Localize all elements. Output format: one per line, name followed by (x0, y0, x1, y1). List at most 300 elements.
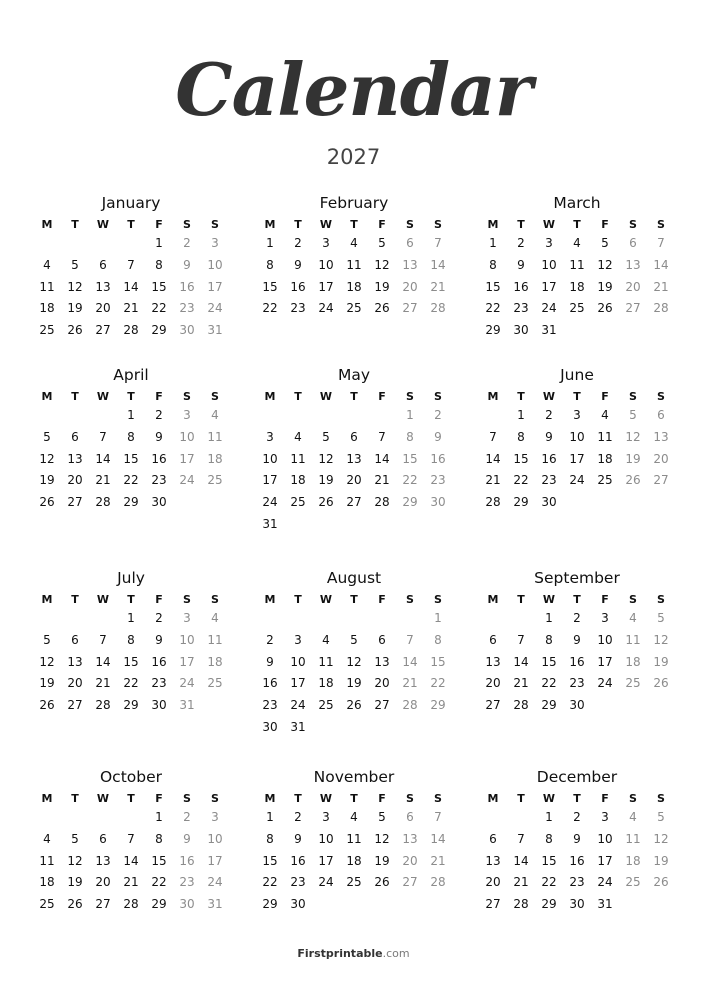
month-name: November (313, 768, 395, 786)
day-cell: 6 (489, 632, 497, 647)
weekday-label: T (350, 792, 358, 805)
day-cell: 17 (597, 853, 613, 868)
day-cell: 3 (183, 408, 191, 422)
weekday-label: W (542, 390, 556, 403)
day-cell: 2 (434, 408, 442, 422)
day-cell: 18 (207, 451, 223, 466)
day-cell: 24 (541, 301, 557, 316)
day-cell: 3 (601, 611, 609, 625)
day-cell: 25 (290, 495, 306, 510)
weekday-label: S (629, 390, 637, 403)
day-cell: 6 (406, 236, 414, 250)
day-cell: 24 (569, 473, 585, 488)
day-cell: 27 (67, 698, 83, 713)
day-cell: 7 (99, 632, 107, 647)
day-cell: 13 (67, 654, 83, 669)
day-cell: 8 (127, 632, 135, 647)
day-cell: 19 (374, 853, 390, 868)
day-cell: 4 (294, 429, 302, 444)
day-cell: 1 (266, 236, 274, 250)
day-cell: 20 (95, 875, 111, 890)
day-cell: 15 (541, 853, 557, 868)
day-cell: 15 (513, 451, 529, 466)
day-cell: 15 (262, 279, 278, 294)
day-cell: 13 (485, 853, 501, 868)
day-cell: 24 (318, 875, 334, 890)
day-cell: 1 (517, 408, 525, 422)
day-cell: 3 (322, 236, 330, 250)
day-cell: 24 (597, 875, 613, 890)
day-cell: 23 (430, 473, 446, 488)
month-name: June (560, 366, 594, 384)
day-cell: 15 (262, 853, 278, 868)
day-cell: 11 (207, 632, 223, 647)
weekday-label: S (406, 593, 414, 606)
day-cell: 16 (541, 451, 557, 466)
day-cell: 6 (71, 429, 79, 444)
weekday-label: T (127, 593, 135, 606)
day-cell: 29 (485, 323, 501, 338)
day-cell: 2 (294, 236, 302, 250)
day-cell: 14 (123, 279, 139, 294)
day-cell: 22 (485, 301, 501, 316)
day-cell: 5 (71, 831, 79, 846)
day-cell: 13 (346, 451, 362, 466)
day-cell: 13 (95, 279, 111, 294)
day-cell: 31 (597, 897, 613, 912)
weekday-label: T (517, 218, 525, 231)
day-cell: 13 (625, 257, 641, 272)
day-cell: 30 (179, 323, 195, 338)
day-cell: 2 (294, 810, 302, 824)
weekday-label: F (378, 792, 386, 805)
day-cell: 10 (179, 632, 195, 647)
weekday-label: T (573, 792, 581, 805)
weekday-label: M (41, 390, 53, 403)
day-cell: 15 (151, 853, 167, 868)
day-cell: 1 (266, 810, 274, 824)
day-cell: 25 (318, 698, 334, 713)
day-cell: 14 (485, 451, 501, 466)
day-cell: 23 (179, 875, 195, 890)
weekday-label: T (350, 390, 358, 403)
day-cell: 18 (346, 279, 362, 294)
day-cell: 31 (179, 698, 195, 713)
day-cell: 10 (179, 429, 195, 444)
weekday-label: S (629, 792, 637, 805)
day-cell: 7 (378, 429, 386, 444)
day-cell: 19 (653, 654, 669, 669)
day-cell: 12 (67, 279, 83, 294)
day-cell: 7 (127, 831, 135, 846)
day-cell: 22 (402, 473, 418, 488)
day-cell: 28 (430, 875, 446, 890)
day-cell: 29 (262, 897, 278, 912)
day-cell: 19 (625, 451, 641, 466)
day-cell: 2 (545, 408, 553, 422)
day-cell: 17 (318, 279, 334, 294)
day-cell: 5 (322, 429, 330, 444)
day-cell: 19 (318, 473, 334, 488)
day-cell: 17 (207, 853, 223, 868)
day-cell: 9 (434, 429, 442, 444)
day-cell: 13 (402, 257, 418, 272)
day-cell: 19 (653, 853, 669, 868)
day-cell: 7 (406, 632, 414, 647)
weekday-label: T (573, 218, 581, 231)
day-cell: 12 (318, 451, 334, 466)
day-cell: 22 (262, 301, 278, 316)
day-cell: 1 (434, 611, 442, 625)
day-cell: 1 (489, 236, 497, 250)
footer-brand-name: Firstprintable (297, 947, 383, 960)
day-cell: 28 (374, 495, 390, 510)
day-cell: 9 (294, 257, 302, 272)
day-cell: 7 (99, 429, 107, 444)
day-cell: 17 (179, 654, 195, 669)
day-cell: 14 (402, 654, 418, 669)
day-cell: 26 (39, 698, 55, 713)
day-cell: 23 (151, 473, 167, 488)
day-cell: 30 (151, 495, 167, 510)
day-cell: 4 (629, 611, 637, 625)
calendar-year: 2027 (326, 145, 381, 169)
weekday-label: W (319, 792, 333, 805)
weekday-label: T (127, 792, 135, 805)
day-cell: 24 (318, 301, 334, 316)
day-cell: 24 (179, 473, 195, 488)
day-cell: 11 (625, 831, 641, 846)
day-cell: 7 (517, 831, 525, 846)
month-june (479, 365, 675, 535)
day-cell: 20 (402, 853, 418, 868)
day-cell: 8 (155, 831, 163, 846)
day-cell: 3 (601, 810, 609, 824)
day-cell: 8 (434, 632, 442, 647)
day-cell: 17 (262, 473, 278, 488)
day-cell: 2 (155, 611, 163, 625)
day-cell: 24 (179, 676, 195, 691)
calendar-title: Calendar (175, 47, 532, 132)
day-cell: 10 (207, 831, 223, 846)
day-cell: 10 (207, 257, 223, 272)
weekday-label: S (657, 792, 665, 805)
month-name: January (101, 194, 161, 212)
weekday-label: F (601, 792, 609, 805)
day-cell: 30 (569, 897, 585, 912)
weekday-label: S (657, 218, 665, 231)
month-name: February (319, 194, 389, 212)
day-cell: 16 (430, 451, 446, 466)
day-cell: 21 (374, 473, 390, 488)
day-cell: 17 (207, 279, 223, 294)
day-cell: 28 (513, 698, 529, 713)
day-cell: 14 (430, 257, 446, 272)
day-cell: 25 (207, 473, 223, 488)
day-cell: 4 (43, 257, 51, 272)
day-cell: 13 (374, 654, 390, 669)
day-cell: 24 (262, 495, 278, 510)
day-cell: 23 (290, 301, 306, 316)
day-cell: 27 (653, 473, 669, 488)
weekday-label: W (542, 792, 556, 805)
day-cell: 11 (290, 451, 306, 466)
day-cell: 15 (402, 451, 418, 466)
day-cell: 25 (39, 897, 55, 912)
weekday-label: T (127, 390, 135, 403)
day-cell: 24 (207, 875, 223, 890)
day-cell: 5 (378, 810, 386, 824)
day-cell: 31 (290, 720, 306, 734)
day-cell: 13 (653, 429, 669, 444)
day-cell: 3 (266, 429, 274, 444)
day-cell: 30 (151, 698, 167, 713)
weekday-label: S (183, 792, 191, 805)
day-cell: 30 (569, 698, 585, 713)
day-cell: 28 (95, 698, 111, 713)
weekday-label: T (294, 218, 302, 231)
day-cell: 11 (318, 654, 334, 669)
day-cell: 29 (151, 897, 167, 912)
day-cell: 17 (569, 451, 585, 466)
day-cell: 10 (290, 654, 306, 669)
day-cell: 9 (573, 632, 581, 647)
month-may (256, 365, 452, 535)
weekday-label: T (517, 390, 525, 403)
weekday-label: M (487, 390, 499, 403)
month-name: September (534, 569, 620, 587)
month-name: October (99, 768, 163, 786)
day-cell: 31 (262, 517, 278, 531)
day-cell: 13 (402, 831, 418, 846)
weekday-label: W (542, 218, 556, 231)
day-cell: 26 (625, 473, 641, 488)
day-cell: 12 (374, 831, 390, 846)
weekday-label: T (350, 218, 358, 231)
day-cell: 7 (434, 236, 442, 250)
day-cell: 26 (653, 875, 669, 890)
day-cell: 20 (67, 473, 83, 488)
weekday-label: S (406, 218, 414, 231)
day-cell: 31 (207, 323, 223, 338)
day-cell: 7 (517, 632, 525, 647)
day-cell: 22 (123, 473, 139, 488)
day-cell: 3 (183, 611, 191, 625)
month-january (33, 193, 229, 363)
day-cell: 27 (485, 698, 501, 713)
weekday-label: F (155, 218, 163, 231)
weekday-label: T (127, 218, 135, 231)
month-name: August (326, 569, 382, 587)
day-cell: 12 (39, 654, 55, 669)
day-cell: 17 (318, 853, 334, 868)
weekday-label: S (657, 593, 665, 606)
day-cell: 10 (541, 257, 557, 272)
day-cell: 1 (155, 236, 163, 250)
weekday-label: T (517, 593, 525, 606)
day-cell: 9 (517, 257, 525, 272)
day-cell: 1 (406, 408, 414, 422)
day-cell: 3 (545, 236, 553, 250)
weekday-label: M (264, 390, 276, 403)
day-cell: 7 (489, 429, 497, 444)
day-cell: 28 (513, 897, 529, 912)
weekday-label: W (96, 792, 110, 805)
day-cell: 29 (541, 897, 557, 912)
day-cell: 4 (573, 236, 581, 250)
day-cell: 22 (262, 875, 278, 890)
day-cell: 23 (179, 301, 195, 316)
day-cell: 25 (625, 875, 641, 890)
weekday-label: S (211, 390, 219, 403)
weekday-label: M (487, 593, 499, 606)
month-name: April (113, 366, 149, 384)
day-cell: 28 (123, 323, 139, 338)
day-cell: 15 (541, 654, 557, 669)
weekday-label: M (264, 218, 276, 231)
day-cell: 6 (99, 831, 107, 846)
weekday-label: F (155, 390, 163, 403)
weekday-label: T (350, 593, 358, 606)
day-cell: 1 (127, 611, 135, 625)
day-cell: 11 (207, 429, 223, 444)
day-cell: 27 (95, 323, 111, 338)
day-cell: 8 (406, 429, 414, 444)
day-cell: 1 (545, 810, 553, 824)
day-cell: 26 (653, 676, 669, 691)
day-cell: 21 (430, 279, 446, 294)
day-cell: 18 (318, 676, 334, 691)
day-cell: 16 (262, 676, 278, 691)
day-cell: 21 (123, 875, 139, 890)
day-cell: 15 (123, 654, 139, 669)
day-cell: 5 (601, 236, 609, 250)
month-november (256, 767, 452, 937)
day-cell: 18 (346, 853, 362, 868)
day-cell: 2 (573, 810, 581, 824)
day-cell: 8 (155, 257, 163, 272)
day-cell: 19 (67, 875, 83, 890)
day-cell: 2 (155, 408, 163, 422)
day-cell: 4 (350, 236, 358, 250)
day-cell: 6 (629, 236, 637, 250)
day-cell: 16 (290, 279, 306, 294)
day-cell: 4 (350, 810, 358, 824)
day-cell: 12 (39, 451, 55, 466)
weekday-label: S (211, 218, 219, 231)
weekday-label: W (542, 593, 556, 606)
weekday-label: S (629, 218, 637, 231)
day-cell: 16 (513, 279, 529, 294)
day-cell: 8 (545, 632, 553, 647)
day-cell: 18 (207, 654, 223, 669)
weekday-label: F (601, 218, 609, 231)
day-cell: 30 (179, 897, 195, 912)
day-cell: 27 (346, 495, 362, 510)
day-cell: 23 (569, 676, 585, 691)
weekday-label: S (434, 390, 442, 403)
weekday-label: F (378, 218, 386, 231)
day-cell: 11 (346, 257, 362, 272)
day-cell: 29 (541, 698, 557, 713)
day-cell: 12 (653, 831, 669, 846)
day-cell: 7 (434, 810, 442, 824)
month-july (33, 568, 229, 738)
day-cell: 2 (573, 611, 581, 625)
day-cell: 22 (151, 875, 167, 890)
weekday-label: S (211, 593, 219, 606)
day-cell: 26 (374, 875, 390, 890)
day-cell: 10 (318, 831, 334, 846)
day-cell: 25 (346, 301, 362, 316)
day-cell: 29 (430, 698, 446, 713)
day-cell: 31 (541, 323, 557, 338)
month-august (256, 568, 452, 738)
weekday-label: F (155, 593, 163, 606)
day-cell: 20 (653, 451, 669, 466)
weekday-label: S (183, 593, 191, 606)
day-cell: 28 (653, 301, 669, 316)
weekday-label: T (294, 593, 302, 606)
day-cell: 20 (485, 875, 501, 890)
day-cell: 13 (67, 451, 83, 466)
day-cell: 18 (625, 654, 641, 669)
weekday-label: M (41, 593, 53, 606)
day-cell: 27 (402, 875, 418, 890)
day-cell: 21 (430, 853, 446, 868)
day-cell: 14 (653, 257, 669, 272)
weekday-label: W (96, 218, 110, 231)
day-cell: 29 (123, 495, 139, 510)
day-cell: 23 (290, 875, 306, 890)
weekday-label: T (573, 390, 581, 403)
day-cell: 17 (541, 279, 557, 294)
day-cell: 21 (513, 875, 529, 890)
day-cell: 14 (513, 654, 529, 669)
weekday-label: T (71, 390, 79, 403)
weekday-label: W (96, 390, 110, 403)
day-cell: 12 (374, 257, 390, 272)
day-cell: 20 (625, 279, 641, 294)
day-cell: 3 (294, 632, 302, 647)
day-cell: 21 (402, 676, 418, 691)
day-cell: 20 (374, 676, 390, 691)
day-cell: 23 (151, 676, 167, 691)
day-cell: 7 (657, 236, 665, 250)
day-cell: 22 (541, 676, 557, 691)
weekday-label: T (71, 792, 79, 805)
day-cell: 10 (597, 632, 613, 647)
day-cell: 28 (485, 495, 501, 510)
day-cell: 19 (39, 676, 55, 691)
weekday-label: S (211, 792, 219, 805)
day-cell: 28 (402, 698, 418, 713)
day-cell: 23 (541, 473, 557, 488)
day-cell: 19 (39, 473, 55, 488)
month-february (256, 193, 452, 363)
day-cell: 13 (95, 853, 111, 868)
day-cell: 16 (179, 853, 195, 868)
day-cell: 24 (207, 301, 223, 316)
day-cell: 21 (653, 279, 669, 294)
day-cell: 14 (123, 853, 139, 868)
day-cell: 23 (569, 875, 585, 890)
day-cell: 9 (573, 831, 581, 846)
day-cell: 5 (629, 408, 637, 422)
day-cell: 12 (67, 853, 83, 868)
day-cell: 20 (95, 301, 111, 316)
day-cell: 8 (266, 257, 274, 272)
